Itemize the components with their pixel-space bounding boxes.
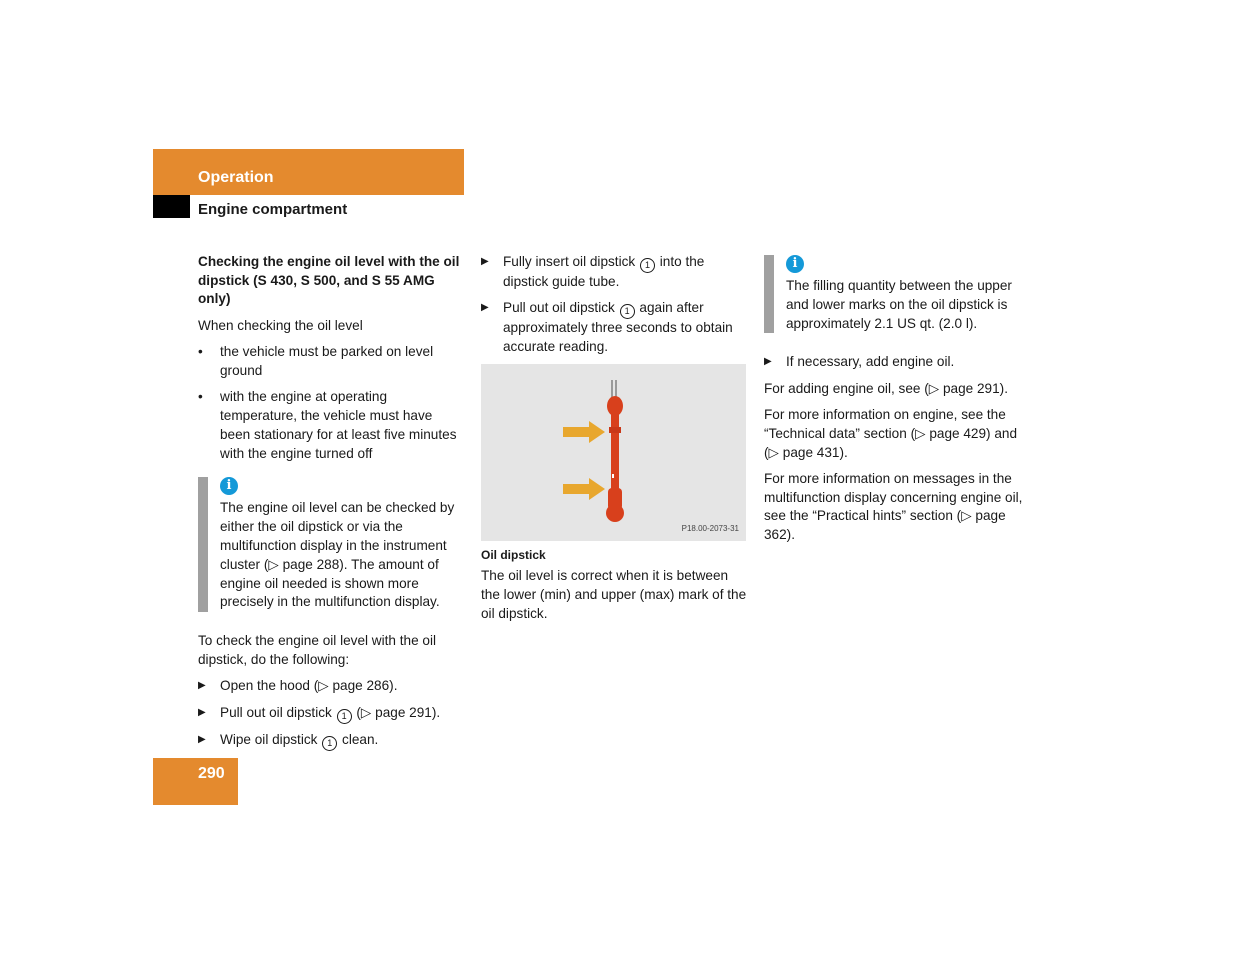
dipstick-end-bulb (606, 504, 624, 522)
bullet-marker: • (198, 344, 203, 360)
bullet-text: with the engine at operating temperature, the vehicle must have been stationary for at least five minutes with the engine turned off (220, 389, 457, 461)
reference-text[interactable]: For more information on engine, see the “Technical data” section (▷ page 429) and (▷ page 431). (764, 406, 1018, 460)
step-text: Wipe oil dipstick (220, 732, 318, 748)
dipstick-max-mark (609, 427, 621, 433)
note-text: The engine oil level can be checked by either the oil dipstick or via the multifunction display in the instrument cluster (▷ page 288). The amount of engine oil needed is shown more precisely in the multifunction display. (220, 500, 455, 610)
step-link-text[interactable]: (▷ page 291). (356, 704, 441, 720)
note-text: The filling quantity between the upper and lower marks on the oil dipstick is approximately 2.1 US qt. (2.0 l). (786, 278, 1012, 331)
instruction-text: To check the engine oil level with the oil dipstick, do the following: (198, 633, 437, 667)
list-item (198, 388, 466, 463)
page-number-box (153, 758, 238, 805)
step-arrow-icon: ▶ (198, 680, 206, 692)
section-title: Operation (198, 169, 274, 186)
procedure-heading: Checking the engine oil level with the oil dipstick (S 430, S 500, and S 55 AMG only) (198, 254, 460, 307)
note-side-bar (198, 477, 208, 612)
info-note (764, 255, 1030, 333)
subsection-title: Engine compartment (198, 201, 348, 218)
oil-dipstick-illustration (481, 364, 746, 541)
step-item (198, 704, 466, 724)
callout-number: 1 (337, 709, 352, 724)
section-tab-marker (153, 195, 190, 218)
step-text: Pull out oil dipstick (503, 300, 615, 316)
step-text: If necessary, add engine oil. (786, 354, 955, 370)
upper-mark-arrow-icon (563, 421, 605, 443)
step-item (481, 253, 747, 292)
step-arrow-icon: ▶ (198, 706, 206, 718)
oil-dipstick-figure (481, 364, 746, 541)
step-text-end: clean. (342, 732, 379, 748)
figure-code: P18.00-2073-31 (681, 523, 739, 533)
figure-caption: Oil dipstick (481, 548, 546, 563)
step-item (198, 677, 466, 696)
info-icon: i (220, 477, 238, 495)
body-text: The oil level is correct when it is between the lower (min) and upper (max) mark of the oil dipstick. (481, 568, 747, 621)
bullet-marker: • (198, 389, 203, 405)
callout-number: 1 (322, 736, 337, 751)
callout-number: 1 (620, 304, 635, 319)
dipstick-min-mark (612, 474, 614, 478)
column-right (764, 253, 1030, 553)
reference-text[interactable]: For more information on messages in the multifunction display concerning engine oil, see the “Practical hints” section (▷ page 362). (764, 470, 1023, 543)
step-text: Fully insert oil dipstick (503, 254, 636, 269)
step-text-end: into the dipstick guide tube. (503, 254, 705, 289)
step-arrow-icon: ▶ (481, 256, 489, 267)
step-text-end: again after approximately three seconds to obtain accurate reading. (503, 300, 733, 355)
reference-text[interactable]: For adding engine oil, see (▷ page 291). (764, 380, 1008, 396)
step-arrow-icon: ▶ (198, 734, 206, 746)
info-note (198, 477, 466, 612)
step-arrow-icon: ▶ (764, 356, 772, 368)
column-middle (481, 253, 747, 631)
intro-text: When checking the oil level (198, 317, 363, 333)
callout-number: 1 (640, 258, 655, 273)
step-item (481, 299, 747, 357)
step-text: Pull out oil dipstick (220, 704, 332, 720)
dipstick-rod (611, 412, 619, 492)
step-arrow-icon: ▶ (481, 302, 489, 314)
column-left (198, 253, 466, 759)
bullet-text: the vehicle must be parked on level ground (220, 344, 434, 378)
page-number: 290 (198, 765, 225, 782)
step-item (764, 353, 1030, 372)
info-icon: i (786, 255, 804, 273)
list-item (198, 343, 466, 381)
lower-mark-arrow-icon (563, 478, 605, 500)
step-item (198, 731, 466, 751)
note-side-bar (764, 255, 774, 333)
step-text[interactable]: Open the hood (▷ page 286). (220, 678, 398, 694)
